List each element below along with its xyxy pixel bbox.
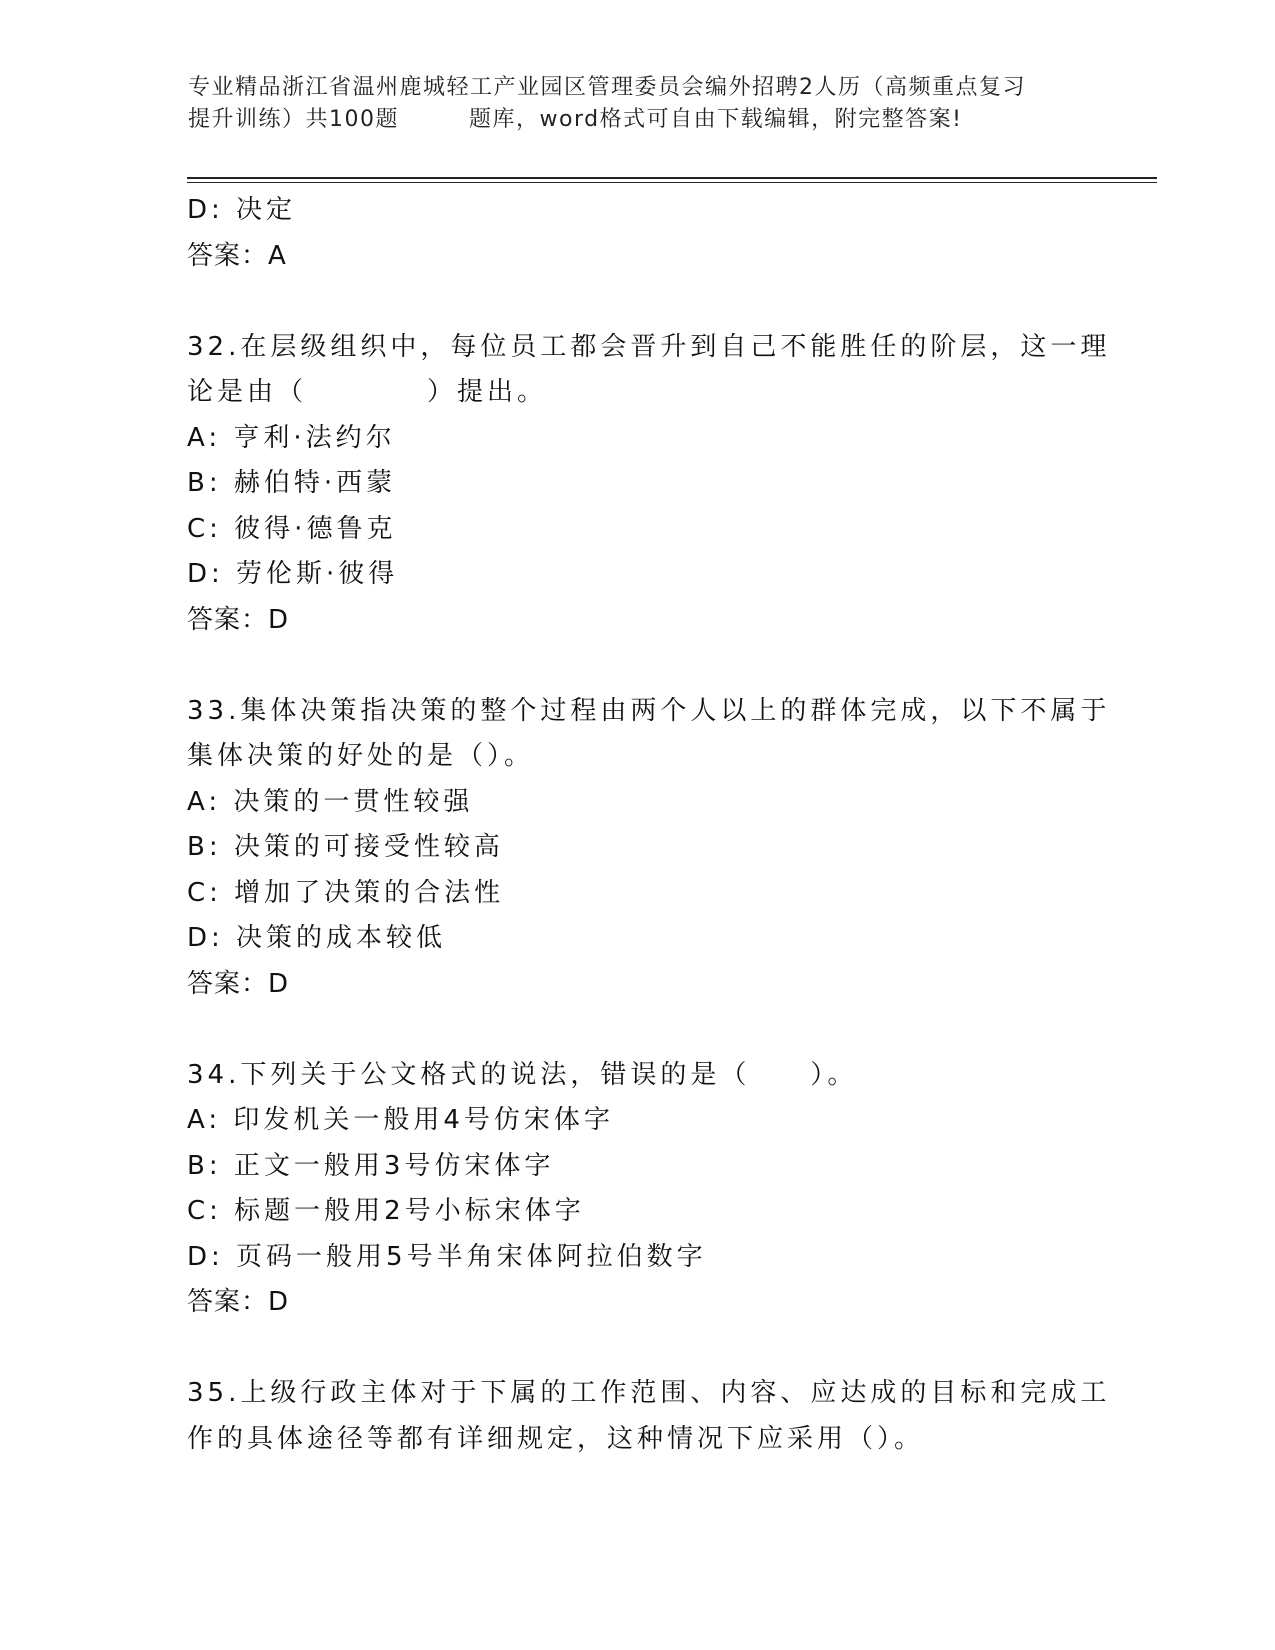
prev-option-d: D: 决定: [187, 195, 297, 225]
header-divider: [187, 177, 1157, 179]
question-text-line: 32.在层级组织中，每位员工都会晋升到自己不能胜任的阶层，这一理: [187, 331, 1111, 362]
header-line-2a: 提升训练）共100题: [188, 107, 399, 132]
option-a: A: 决策的一贯性较强: [187, 786, 474, 817]
header-divider-thin: [187, 182, 1157, 183]
option-c: C: 彼得·德鲁克: [187, 513, 397, 544]
header-line-2: [188, 104, 1088, 136]
answer: 答案：D: [187, 1287, 290, 1317]
option-a: A: 印发机关一般用4号仿宋体字: [187, 1105, 614, 1135]
question-text-line: 34.下列关于公文格式的说法，错误的是（ ）。: [187, 1059, 858, 1090]
option-b: B: 正文一般用3号仿宋体字: [187, 1150, 555, 1181]
document-header: [188, 72, 1088, 136]
question-list: [187, 188, 1111, 1462]
option-a: A: 亨利·法约尔: [187, 422, 396, 453]
prev-answer: 答案：A: [187, 240, 287, 271]
question-text-line: 35.上级行政主体对于下属的工作范围、内容、应达成的目标和完成工: [187, 1378, 1111, 1408]
header-line-2b: 题库，word格式可自由下载编辑，附完整答案!: [469, 107, 963, 132]
option-d: D: 劳伦斯·彼得: [187, 559, 399, 589]
question-34: [187, 1053, 1087, 1326]
option-b: B: 赫伯特·西蒙: [187, 468, 397, 498]
question-text-line: 论是由（ ）提出。: [187, 377, 548, 407]
option-c: C: 增加了决策的合法性: [187, 877, 505, 908]
answer: 答案：D: [187, 604, 290, 635]
question-32: [187, 325, 1111, 644]
option-b: B: 决策的可接受性较高: [187, 832, 504, 862]
header-line-1: 专业精品浙江省温州鹿城轻工产业园区管理委员会编外招聘2人历（高频重点复习: [188, 75, 1026, 100]
question-35: [187, 1371, 1111, 1462]
option-d: D: 决策的成本较低: [187, 923, 447, 953]
question-33: [187, 689, 1111, 1008]
question-text-line: 集体决策的好处的是（）。: [187, 741, 535, 771]
question-text-line: 作的具体途径等都有详细规定，这种情况下应采用（）。: [187, 1423, 925, 1454]
option-d: D: 页码一般用5号半角宋体阿拉伯数字: [187, 1241, 707, 1272]
question-text-line: 33.集体决策指决策的整个过程由两个人以上的群体完成，以下不属于: [187, 695, 1111, 726]
option-c: C: 标题一般用2号小标宋体字: [187, 1196, 585, 1226]
answer: 答案：D: [187, 968, 290, 999]
